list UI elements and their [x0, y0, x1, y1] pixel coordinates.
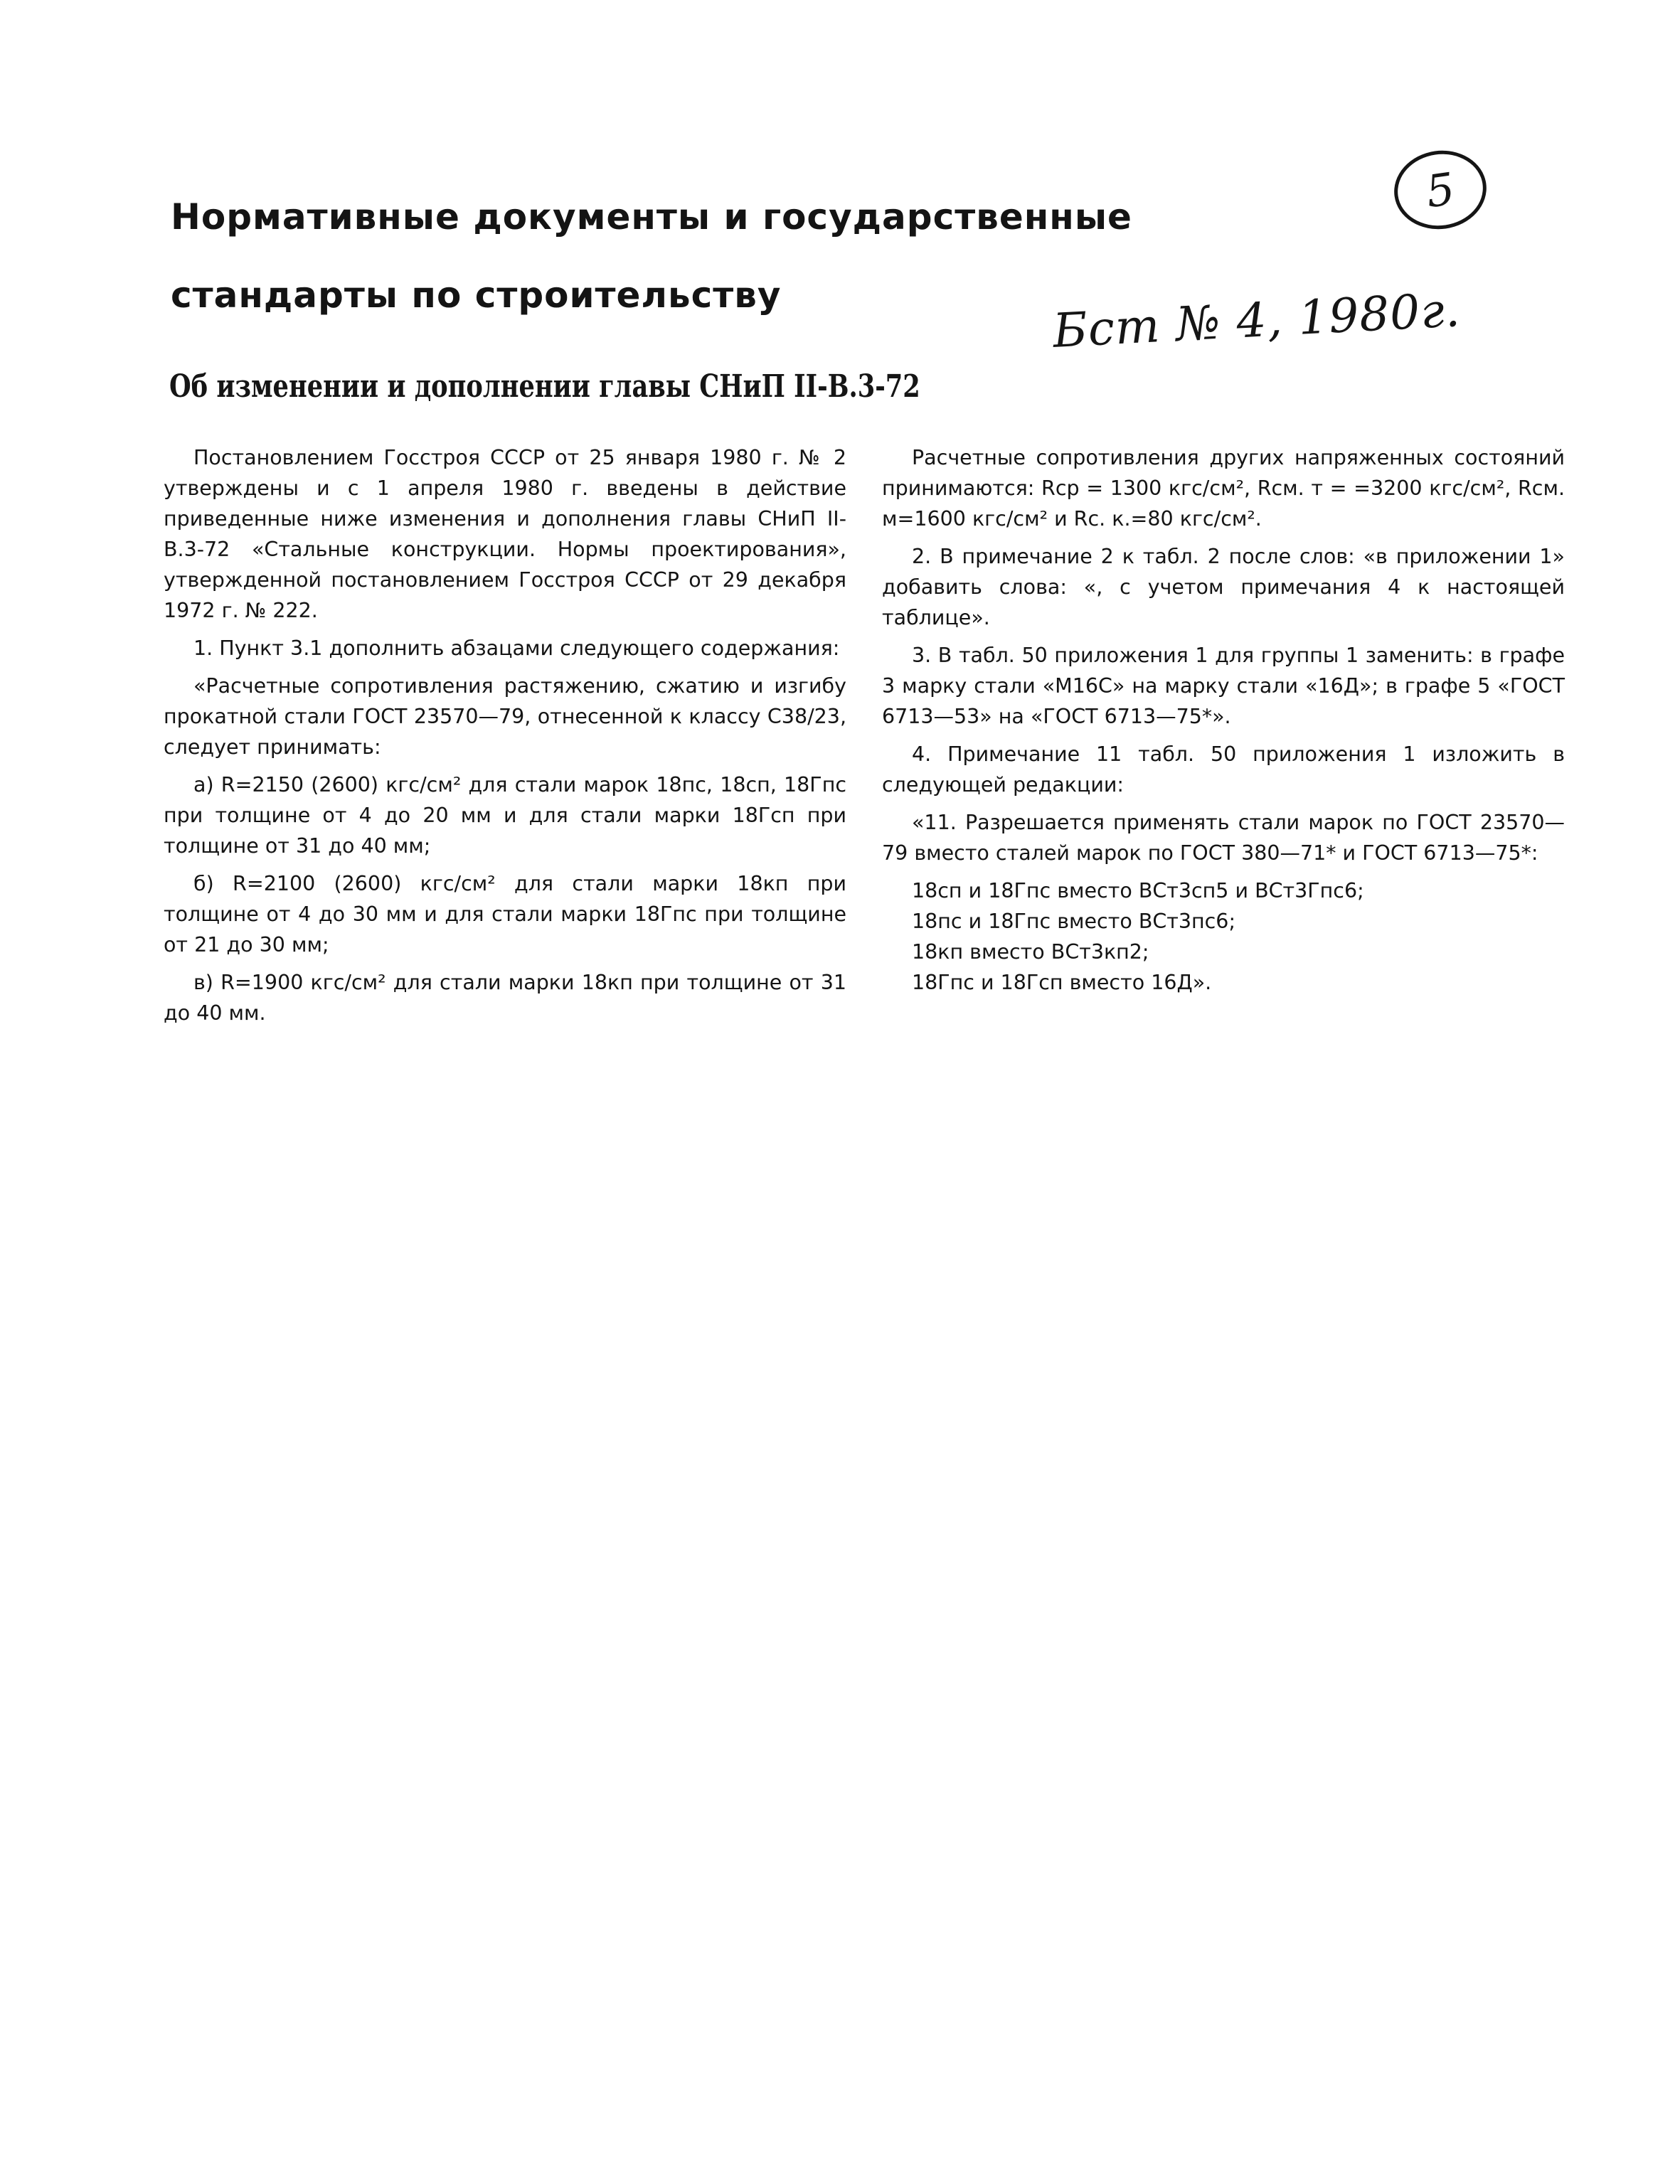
- circled-page-number: [1389, 144, 1492, 235]
- right-list-item-2: 18пс и 18Гпс вместо ВСт3пс6;: [912, 910, 1236, 933]
- document-subtitle: Об изменении и дополнении главы СНиП II-В.3-72: [169, 368, 920, 405]
- right-list-item-1: 18сп и 18Гпс вместо ВСт3сп5 и ВСт3Гпс6;: [912, 879, 1364, 902]
- right-column: [882, 442, 1565, 1005]
- right-list-item-3: 18кп вместо ВСт3кп2;: [912, 940, 1149, 964]
- right-paragraph-5: «11. Разрешается применять стали марок по ГОСТ 23570—79 вместо сталей марок по ГОСТ 380—71* и ГОСТ 6713—75*:: [882, 811, 1565, 865]
- left-column: [164, 442, 846, 1035]
- right-paragraph-1: Расчетные сопротивления других напряженных состояний принимаются: Rср = 1300 кгс/см², Rсм. т = =3200 кгс/см², Rсм. м=1600 кгс/см² и Rс. к.=80 кгс/см².: [882, 446, 1565, 531]
- heading-line-1: Нормативные документы и государственные: [171, 196, 1132, 238]
- right-list-item-4: 18Гпс и 18Гсп вместо 16Д».: [912, 971, 1212, 994]
- right-paragraph-4: 4. Примечание 11 табл. 50 приложения 1 изложить в следующей редакции:: [882, 742, 1565, 797]
- left-paragraph-2: 1. Пункт 3.1 дополнить абзацами следующего содержания:: [193, 636, 840, 660]
- left-paragraph-3: «Расчетные сопротивления растяжению, сжатию и изгибу прокатной стали ГОСТ 23570—79, отнесенной к классу С38/23, следует принимать:: [164, 674, 846, 759]
- left-paragraph-1: Постановлением Госстроя СССР от 25 января 1980 г. № 2 утверждены и с 1 апреля 1980 г. введены в действие приведенные ниже изменения и дополнения главы СНиП II-В.3-72 «Стальные конструкции. Нормы проектирования», утвержденной постановлением Госстроя СССР от 29 декабря 1972 г. № 222.: [164, 446, 846, 622]
- right-paragraph-2: 2. В примечание 2 к табл. 2 после слов: «в приложении 1» добавить слова: «, с учетом примечания 4 к настоящей таблице».: [882, 545, 1565, 629]
- right-paragraph-3: 3. В табл. 50 приложения 1 для группы 1 заменить: в графе 3 марку стали «М16С» на марку стали «16Д»; в графе 5 «ГОСТ 6713—53» на «ГОСТ 6713—75*».: [882, 644, 1565, 728]
- left-paragraph-4: а) R=2150 (2600) кгс/см² для стали марок 18пс, 18сп, 18Гпс при толщине от 4 до 20 мм и для стали марки 18Гсп при толщине от 31 до 40 мм;: [164, 773, 846, 858]
- heading-line-2: стандарты по строительству: [171, 275, 782, 316]
- left-paragraph-6: в) R=1900 кгс/см² для стали марки 18кп при толщине от 31 до 40 мм.: [164, 971, 846, 1025]
- page-number-text: 5: [1423, 162, 1458, 218]
- left-paragraph-5: б) R=2100 (2600) кгс/см² для стали марки 18кп при толщине от 4 до 30 мм и для стали марки 18Гпс при толщине от 21 до 30 мм;: [164, 872, 846, 957]
- handwritten-note: Бст № 4, 1980г.: [1051, 282, 1462, 358]
